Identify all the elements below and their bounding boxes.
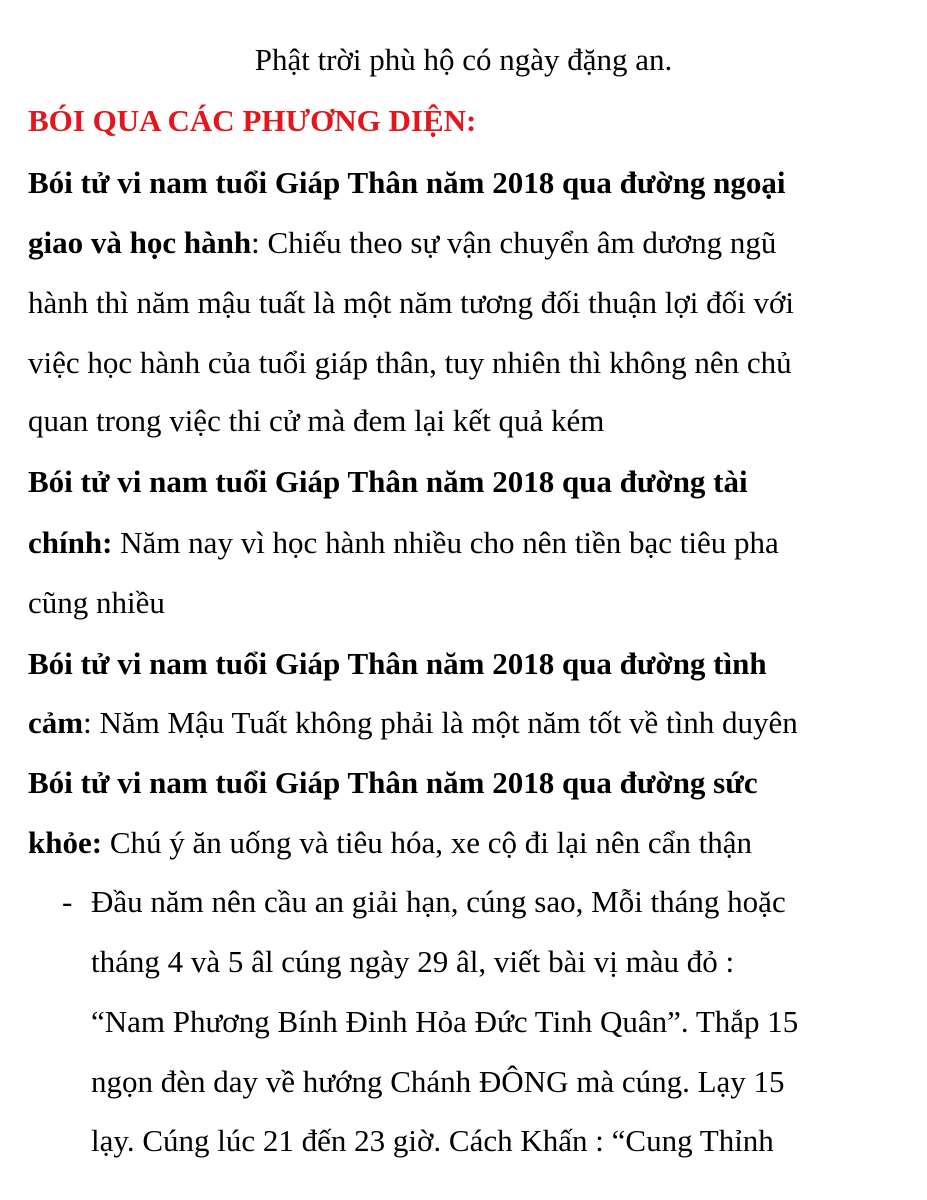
study-text-line-1: : Chiếu theo sự vận chuyển âm dương ngũ [251,225,777,260]
list-item-line-5: lạy. Cúng lúc 21 đến 23 giờ. Cách Khấn : “Cung Thỉnh [91,1123,774,1158]
health-line-2 [28,827,752,858]
list-item-line-1: Đầu năm nên cầu an giải hạn, cúng sao, Mỗi tháng hoặc [91,884,786,919]
section-heading: BÓI QUA CÁC PHƯƠNG DIỆN: [28,103,477,138]
finance-text-line-2: cũng nhiều [28,585,165,620]
study-text-line-4: quan trong việc thi cử mà đem lại kết quả kém [28,403,605,438]
finance-title-line-1: Bói tử vi nam tuổi Giáp Thân năm 2018 qua đường tài [28,464,748,499]
finance-line-2 [28,527,779,558]
love-title-line-1: Bói tử vi nam tuổi Giáp Thân năm 2018 qua đường tình [28,646,767,681]
health-text-line-1: Chú ý ăn uống và tiêu hóa, xe cộ đi lại nên cẩn thận [102,825,753,860]
list-item-line-2: tháng 4 và 5 âl cúng ngày 29 âl, viết bài vị màu đỏ : [91,944,735,979]
finance-text-line-1: Năm nay vì học hành nhiều cho nên tiền bạc tiêu pha [112,525,779,560]
list-item-line-4: ngọn đèn day về hướng Chánh ĐÔNG mà cúng. Lạy 15 [91,1064,785,1099]
list-item-marker: - [62,884,73,919]
study-title-line-1: Bói tử vi nam tuổi Giáp Thân năm 2018 qua đường ngoại [28,165,786,200]
intro-line: Phật trời phù hộ có ngày đặng an. [254,42,673,77]
love-text-line-1: : Năm Mậu Tuất không phải là một năm tốt về tình duyên [83,705,798,740]
health-title-line-2: khỏe: [28,825,103,860]
list-item-line-3: “Nam Phương Bính Đinh Hỏa Đức Tinh Quân”. Thắp 15 [91,1004,799,1039]
love-title-line-2: cảm [28,705,84,740]
study-text-line-3: việc học hành của tuổi giáp thân, tuy nhiên thì không nên chủ [28,345,792,380]
love-line-2 [28,707,798,738]
study-text-line-2: hành thì năm mậu tuất là một năm tương đối thuận lợi đối với [28,285,794,320]
finance-title-line-2: chính: [28,525,113,560]
health-title-line-1: Bói tử vi nam tuổi Giáp Thân năm 2018 qua đường sức [28,765,758,800]
study-title-line-2: giao và học hành [28,225,252,260]
study-line-2 [28,227,776,258]
